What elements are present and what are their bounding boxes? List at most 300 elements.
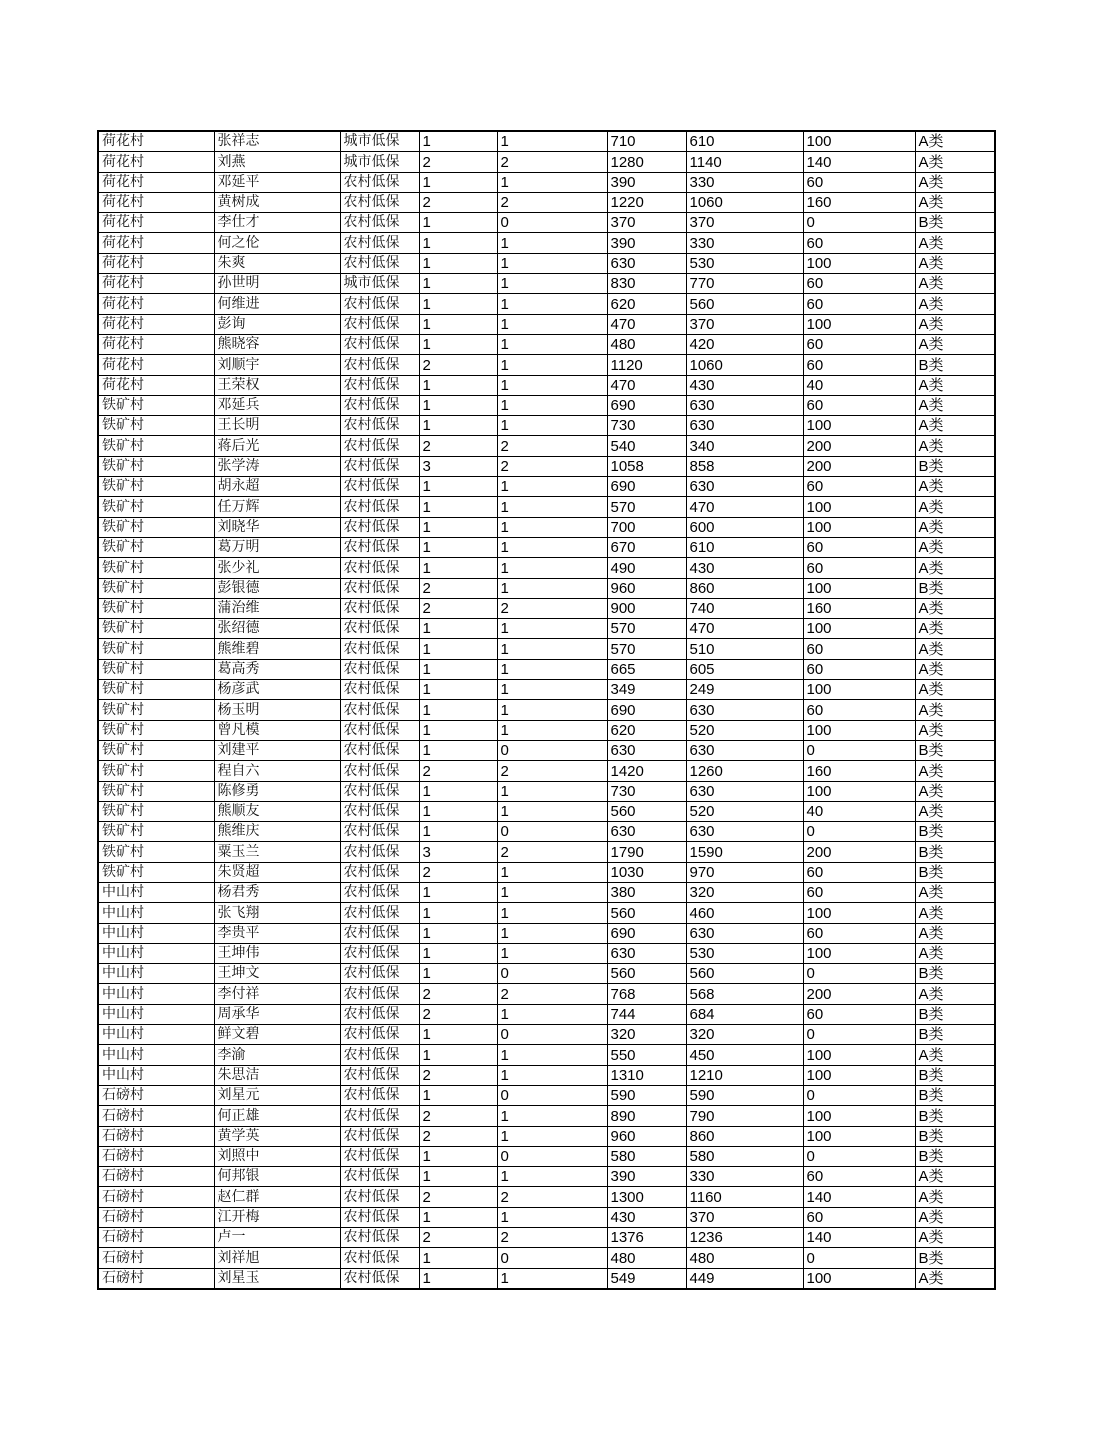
household-size-cell: 1 <box>419 720 497 740</box>
extra-amount-cell: 60 <box>803 700 915 720</box>
category-cell: A类 <box>915 1268 995 1289</box>
base-amount-cell: 590 <box>686 1085 803 1105</box>
village-cell: 铁矿村 <box>98 740 214 760</box>
village-cell: 石磅村 <box>98 1167 214 1187</box>
type-cell: 农村低保 <box>340 1085 419 1105</box>
village-cell: 铁矿村 <box>98 477 214 497</box>
category-cell: A类 <box>915 659 995 679</box>
name-cell: 张飞翔 <box>214 903 340 923</box>
category-cell: A类 <box>915 1207 995 1227</box>
covered-count-cell: 1 <box>497 355 607 375</box>
covered-count-cell: 1 <box>497 1106 607 1126</box>
extra-amount-cell: 0 <box>803 822 915 842</box>
category-cell: A类 <box>915 943 995 963</box>
household-size-cell: 1 <box>419 740 497 760</box>
base-amount-cell: 630 <box>686 923 803 943</box>
name-cell: 张少礼 <box>214 558 340 578</box>
extra-amount-cell: 60 <box>803 172 915 192</box>
category-cell: A类 <box>915 334 995 354</box>
extra-amount-cell: 100 <box>803 1268 915 1289</box>
name-cell: 黄学英 <box>214 1126 340 1146</box>
type-cell: 农村低保 <box>340 903 419 923</box>
category-cell: B类 <box>915 1065 995 1085</box>
category-cell: A类 <box>915 375 995 395</box>
household-size-cell: 3 <box>419 456 497 476</box>
village-cell: 荷花村 <box>98 172 214 192</box>
extra-amount-cell: 60 <box>803 395 915 415</box>
name-cell: 张学涛 <box>214 456 340 476</box>
extra-amount-cell: 100 <box>803 1106 915 1126</box>
table-row <box>98 1268 995 1289</box>
covered-count-cell: 1 <box>497 619 607 639</box>
household-size-cell: 2 <box>419 598 497 618</box>
covered-count-cell: 1 <box>497 882 607 902</box>
covered-count-cell: 1 <box>497 314 607 334</box>
type-cell: 农村低保 <box>340 233 419 253</box>
total-amount-cell: 1058 <box>607 456 686 476</box>
total-amount-cell: 590 <box>607 1085 686 1105</box>
village-cell: 铁矿村 <box>98 659 214 679</box>
household-size-cell: 1 <box>419 659 497 679</box>
base-amount-cell: 330 <box>686 172 803 192</box>
covered-count-cell: 1 <box>497 801 607 821</box>
household-size-cell: 1 <box>419 1207 497 1227</box>
household-size-cell: 2 <box>419 152 497 172</box>
total-amount-cell: 630 <box>607 740 686 760</box>
total-amount-cell: 370 <box>607 213 686 233</box>
total-amount-cell: 320 <box>607 1025 686 1045</box>
name-cell: 孙世明 <box>214 274 340 294</box>
base-amount-cell: 684 <box>686 1004 803 1024</box>
household-size-cell: 2 <box>419 578 497 598</box>
name-cell: 黄树成 <box>214 192 340 212</box>
table-row <box>98 294 995 314</box>
extra-amount-cell: 100 <box>803 1045 915 1065</box>
type-cell: 农村低保 <box>340 213 419 233</box>
category-cell: A类 <box>915 1045 995 1065</box>
village-cell: 铁矿村 <box>98 700 214 720</box>
type-cell: 农村低保 <box>340 761 419 781</box>
village-cell: 荷花村 <box>98 131 214 152</box>
extra-amount-cell: 160 <box>803 192 915 212</box>
total-amount-cell: 560 <box>607 801 686 821</box>
extra-amount-cell: 60 <box>803 334 915 354</box>
village-cell: 石磅村 <box>98 1146 214 1166</box>
table-row <box>98 761 995 781</box>
type-cell: 农村低保 <box>340 700 419 720</box>
type-cell: 农村低保 <box>340 842 419 862</box>
household-size-cell: 1 <box>419 416 497 436</box>
name-cell: 鲜文碧 <box>214 1025 340 1045</box>
extra-amount-cell: 100 <box>803 943 915 963</box>
type-cell: 城市低保 <box>340 274 419 294</box>
table-row <box>98 558 995 578</box>
table-row <box>98 740 995 760</box>
covered-count-cell: 1 <box>497 659 607 679</box>
village-cell: 铁矿村 <box>98 395 214 415</box>
welfare-roster-table <box>97 130 996 1290</box>
category-cell: B类 <box>915 740 995 760</box>
table-row <box>98 274 995 294</box>
category-cell: A类 <box>915 720 995 740</box>
total-amount-cell: 620 <box>607 294 686 314</box>
category-cell: A类 <box>915 537 995 557</box>
extra-amount-cell: 100 <box>803 517 915 537</box>
covered-count-cell: 1 <box>497 477 607 497</box>
base-amount-cell: 470 <box>686 497 803 517</box>
name-cell: 熊晓容 <box>214 334 340 354</box>
extra-amount-cell: 100 <box>803 903 915 923</box>
table-body <box>98 131 995 1289</box>
category-cell: A类 <box>915 781 995 801</box>
category-cell: B类 <box>915 578 995 598</box>
base-amount-cell: 605 <box>686 659 803 679</box>
base-amount-cell: 560 <box>686 294 803 314</box>
village-cell: 荷花村 <box>98 213 214 233</box>
base-amount-cell: 430 <box>686 558 803 578</box>
household-size-cell: 1 <box>419 781 497 801</box>
table-row <box>98 233 995 253</box>
type-cell: 农村低保 <box>340 1187 419 1207</box>
name-cell: 刘照中 <box>214 1146 340 1166</box>
table-row <box>98 964 995 984</box>
household-size-cell: 2 <box>419 192 497 212</box>
category-cell: A类 <box>915 131 995 152</box>
covered-count-cell: 1 <box>497 781 607 801</box>
village-cell: 荷花村 <box>98 192 214 212</box>
household-size-cell: 2 <box>419 436 497 456</box>
base-amount-cell: 1210 <box>686 1065 803 1085</box>
type-cell: 农村低保 <box>340 172 419 192</box>
total-amount-cell: 549 <box>607 1268 686 1289</box>
covered-count-cell: 1 <box>497 903 607 923</box>
extra-amount-cell: 200 <box>803 456 915 476</box>
extra-amount-cell: 0 <box>803 1025 915 1045</box>
village-cell: 中山村 <box>98 1004 214 1024</box>
base-amount-cell: 790 <box>686 1106 803 1126</box>
base-amount-cell: 610 <box>686 131 803 152</box>
name-cell: 杨玉明 <box>214 700 340 720</box>
total-amount-cell: 490 <box>607 558 686 578</box>
category-cell: B类 <box>915 456 995 476</box>
covered-count-cell: 1 <box>497 1207 607 1227</box>
covered-count-cell: 1 <box>497 700 607 720</box>
category-cell: B类 <box>915 842 995 862</box>
base-amount-cell: 580 <box>686 1146 803 1166</box>
extra-amount-cell: 100 <box>803 781 915 801</box>
household-size-cell: 1 <box>419 233 497 253</box>
total-amount-cell: 710 <box>607 131 686 152</box>
household-size-cell: 1 <box>419 395 497 415</box>
name-cell: 何正雄 <box>214 1106 340 1126</box>
covered-count-cell: 1 <box>497 680 607 700</box>
base-amount-cell: 450 <box>686 1045 803 1065</box>
village-cell: 中山村 <box>98 964 214 984</box>
extra-amount-cell: 60 <box>803 558 915 578</box>
extra-amount-cell: 60 <box>803 1207 915 1227</box>
type-cell: 农村低保 <box>340 375 419 395</box>
total-amount-cell: 1420 <box>607 761 686 781</box>
type-cell: 农村低保 <box>340 1248 419 1268</box>
base-amount-cell: 340 <box>686 436 803 456</box>
village-cell: 荷花村 <box>98 334 214 354</box>
category-cell: A类 <box>915 1228 995 1248</box>
type-cell: 农村低保 <box>340 801 419 821</box>
household-size-cell: 1 <box>419 964 497 984</box>
extra-amount-cell: 60 <box>803 862 915 882</box>
base-amount-cell: 520 <box>686 801 803 821</box>
total-amount-cell: 768 <box>607 984 686 1004</box>
covered-count-cell: 0 <box>497 822 607 842</box>
total-amount-cell: 670 <box>607 537 686 557</box>
household-size-cell: 1 <box>419 497 497 517</box>
extra-amount-cell: 60 <box>803 355 915 375</box>
total-amount-cell: 960 <box>607 1126 686 1146</box>
extra-amount-cell: 100 <box>803 1126 915 1146</box>
table-row <box>98 1167 995 1187</box>
table-row <box>98 213 995 233</box>
name-cell: 程自六 <box>214 761 340 781</box>
total-amount-cell: 480 <box>607 334 686 354</box>
table-row <box>98 355 995 375</box>
total-amount-cell: 690 <box>607 700 686 720</box>
category-cell: A类 <box>915 761 995 781</box>
extra-amount-cell: 60 <box>803 1004 915 1024</box>
type-cell: 农村低保 <box>340 477 419 497</box>
table-row <box>98 477 995 497</box>
table-row <box>98 1106 995 1126</box>
name-cell: 曾凡模 <box>214 720 340 740</box>
type-cell: 农村低保 <box>340 984 419 1004</box>
category-cell: B类 <box>915 1146 995 1166</box>
extra-amount-cell: 200 <box>803 436 915 456</box>
total-amount-cell: 630 <box>607 822 686 842</box>
village-cell: 铁矿村 <box>98 639 214 659</box>
name-cell: 粟玉兰 <box>214 842 340 862</box>
total-amount-cell: 390 <box>607 1167 686 1187</box>
total-amount-cell: 560 <box>607 903 686 923</box>
base-amount-cell: 970 <box>686 862 803 882</box>
covered-count-cell: 0 <box>497 740 607 760</box>
name-cell: 何之伦 <box>214 233 340 253</box>
table-row <box>98 1025 995 1045</box>
category-cell: A类 <box>915 477 995 497</box>
name-cell: 刘星玉 <box>214 1268 340 1289</box>
covered-count-cell: 1 <box>497 943 607 963</box>
village-cell: 石磅村 <box>98 1268 214 1289</box>
extra-amount-cell: 200 <box>803 842 915 862</box>
category-cell: A类 <box>915 416 995 436</box>
table-row <box>98 1126 995 1146</box>
household-size-cell: 3 <box>419 842 497 862</box>
table-row <box>98 943 995 963</box>
extra-amount-cell: 0 <box>803 1085 915 1105</box>
extra-amount-cell: 0 <box>803 1146 915 1166</box>
table-row <box>98 842 995 862</box>
type-cell: 农村低保 <box>340 1126 419 1146</box>
extra-amount-cell: 60 <box>803 659 915 679</box>
category-cell: A类 <box>915 497 995 517</box>
type-cell: 农村低保 <box>340 416 419 436</box>
table-row <box>98 537 995 557</box>
category-cell: A类 <box>915 274 995 294</box>
name-cell: 刘祥旭 <box>214 1248 340 1268</box>
category-cell: B类 <box>915 1085 995 1105</box>
category-cell: A类 <box>915 619 995 639</box>
village-cell: 荷花村 <box>98 294 214 314</box>
village-cell: 中山村 <box>98 984 214 1004</box>
table-row <box>98 172 995 192</box>
total-amount-cell: 690 <box>607 395 686 415</box>
extra-amount-cell: 100 <box>803 497 915 517</box>
extra-amount-cell: 60 <box>803 1167 915 1187</box>
base-amount-cell: 1060 <box>686 192 803 212</box>
category-cell: A类 <box>915 172 995 192</box>
base-amount-cell: 630 <box>686 740 803 760</box>
covered-count-cell: 1 <box>497 862 607 882</box>
category-cell: B类 <box>915 822 995 842</box>
name-cell: 熊维庆 <box>214 822 340 842</box>
household-size-cell: 2 <box>419 862 497 882</box>
category-cell: B类 <box>915 1025 995 1045</box>
table-row <box>98 517 995 537</box>
name-cell: 胡永超 <box>214 477 340 497</box>
village-cell: 石磅村 <box>98 1085 214 1105</box>
table-row <box>98 456 995 476</box>
type-cell: 农村低保 <box>340 619 419 639</box>
village-cell: 铁矿村 <box>98 436 214 456</box>
category-cell: A类 <box>915 984 995 1004</box>
base-amount-cell: 460 <box>686 903 803 923</box>
extra-amount-cell: 0 <box>803 740 915 760</box>
table-row <box>98 375 995 395</box>
type-cell: 城市低保 <box>340 131 419 152</box>
village-cell: 石磅村 <box>98 1207 214 1227</box>
base-amount-cell: 530 <box>686 943 803 963</box>
category-cell: A类 <box>915 882 995 902</box>
total-amount-cell: 570 <box>607 639 686 659</box>
covered-count-cell: 1 <box>497 375 607 395</box>
total-amount-cell: 1300 <box>607 1187 686 1207</box>
table-row <box>98 314 995 334</box>
base-amount-cell: 249 <box>686 680 803 700</box>
household-size-cell: 1 <box>419 700 497 720</box>
total-amount-cell: 1376 <box>607 1228 686 1248</box>
covered-count-cell: 1 <box>497 537 607 557</box>
total-amount-cell: 620 <box>607 720 686 740</box>
base-amount-cell: 630 <box>686 700 803 720</box>
category-cell: A类 <box>915 436 995 456</box>
extra-amount-cell: 140 <box>803 152 915 172</box>
village-cell: 铁矿村 <box>98 822 214 842</box>
household-size-cell: 1 <box>419 619 497 639</box>
type-cell: 农村低保 <box>340 822 419 842</box>
table-row <box>98 984 995 1004</box>
total-amount-cell: 349 <box>607 680 686 700</box>
table-row <box>98 497 995 517</box>
base-amount-cell: 568 <box>686 984 803 1004</box>
table-row <box>98 639 995 659</box>
village-cell: 荷花村 <box>98 274 214 294</box>
base-amount-cell: 370 <box>686 1207 803 1227</box>
total-amount-cell: 1220 <box>607 192 686 212</box>
type-cell: 农村低保 <box>340 943 419 963</box>
type-cell: 农村低保 <box>340 659 419 679</box>
table-row <box>98 720 995 740</box>
type-cell: 农村低保 <box>340 680 419 700</box>
category-cell: A类 <box>915 680 995 700</box>
table-row <box>98 1207 995 1227</box>
name-cell: 李贵平 <box>214 923 340 943</box>
type-cell: 农村低保 <box>340 781 419 801</box>
covered-count-cell: 2 <box>497 761 607 781</box>
table-row <box>98 882 995 902</box>
extra-amount-cell: 60 <box>803 923 915 943</box>
type-cell: 农村低保 <box>340 639 419 659</box>
type-cell: 农村低保 <box>340 578 419 598</box>
total-amount-cell: 390 <box>607 233 686 253</box>
village-cell: 石磅村 <box>98 1228 214 1248</box>
total-amount-cell: 470 <box>607 375 686 395</box>
household-size-cell: 1 <box>419 253 497 273</box>
type-cell: 农村低保 <box>340 882 419 902</box>
type-cell: 农村低保 <box>340 436 419 456</box>
total-amount-cell: 744 <box>607 1004 686 1024</box>
name-cell: 李付祥 <box>214 984 340 1004</box>
base-amount-cell: 330 <box>686 1167 803 1187</box>
village-cell: 铁矿村 <box>98 497 214 517</box>
table-row <box>98 1228 995 1248</box>
type-cell: 城市低保 <box>340 152 419 172</box>
type-cell: 农村低保 <box>340 1065 419 1085</box>
base-amount-cell: 370 <box>686 314 803 334</box>
village-cell: 荷花村 <box>98 314 214 334</box>
village-cell: 铁矿村 <box>98 456 214 476</box>
name-cell: 蒲治维 <box>214 598 340 618</box>
base-amount-cell: 1160 <box>686 1187 803 1207</box>
covered-count-cell: 0 <box>497 1146 607 1166</box>
covered-count-cell: 1 <box>497 131 607 152</box>
covered-count-cell: 0 <box>497 964 607 984</box>
village-cell: 中山村 <box>98 882 214 902</box>
village-cell: 荷花村 <box>98 233 214 253</box>
table-row <box>98 416 995 436</box>
village-cell: 铁矿村 <box>98 598 214 618</box>
covered-count-cell: 1 <box>497 294 607 314</box>
name-cell: 王荣权 <box>214 375 340 395</box>
table-row <box>98 619 995 639</box>
table-row <box>98 822 995 842</box>
name-cell: 邓延兵 <box>214 395 340 415</box>
base-amount-cell: 858 <box>686 456 803 476</box>
total-amount-cell: 580 <box>607 1146 686 1166</box>
covered-count-cell: 1 <box>497 1065 607 1085</box>
extra-amount-cell: 140 <box>803 1187 915 1207</box>
type-cell: 农村低保 <box>340 537 419 557</box>
household-size-cell: 1 <box>419 1085 497 1105</box>
household-size-cell: 1 <box>419 1146 497 1166</box>
covered-count-cell: 1 <box>497 274 607 294</box>
covered-count-cell: 0 <box>497 213 607 233</box>
total-amount-cell: 700 <box>607 517 686 537</box>
type-cell: 农村低保 <box>340 1004 419 1024</box>
base-amount-cell: 630 <box>686 781 803 801</box>
type-cell: 农村低保 <box>340 740 419 760</box>
village-cell: 铁矿村 <box>98 862 214 882</box>
household-size-cell: 1 <box>419 375 497 395</box>
type-cell: 农村低保 <box>340 1268 419 1289</box>
type-cell: 农村低保 <box>340 1167 419 1187</box>
